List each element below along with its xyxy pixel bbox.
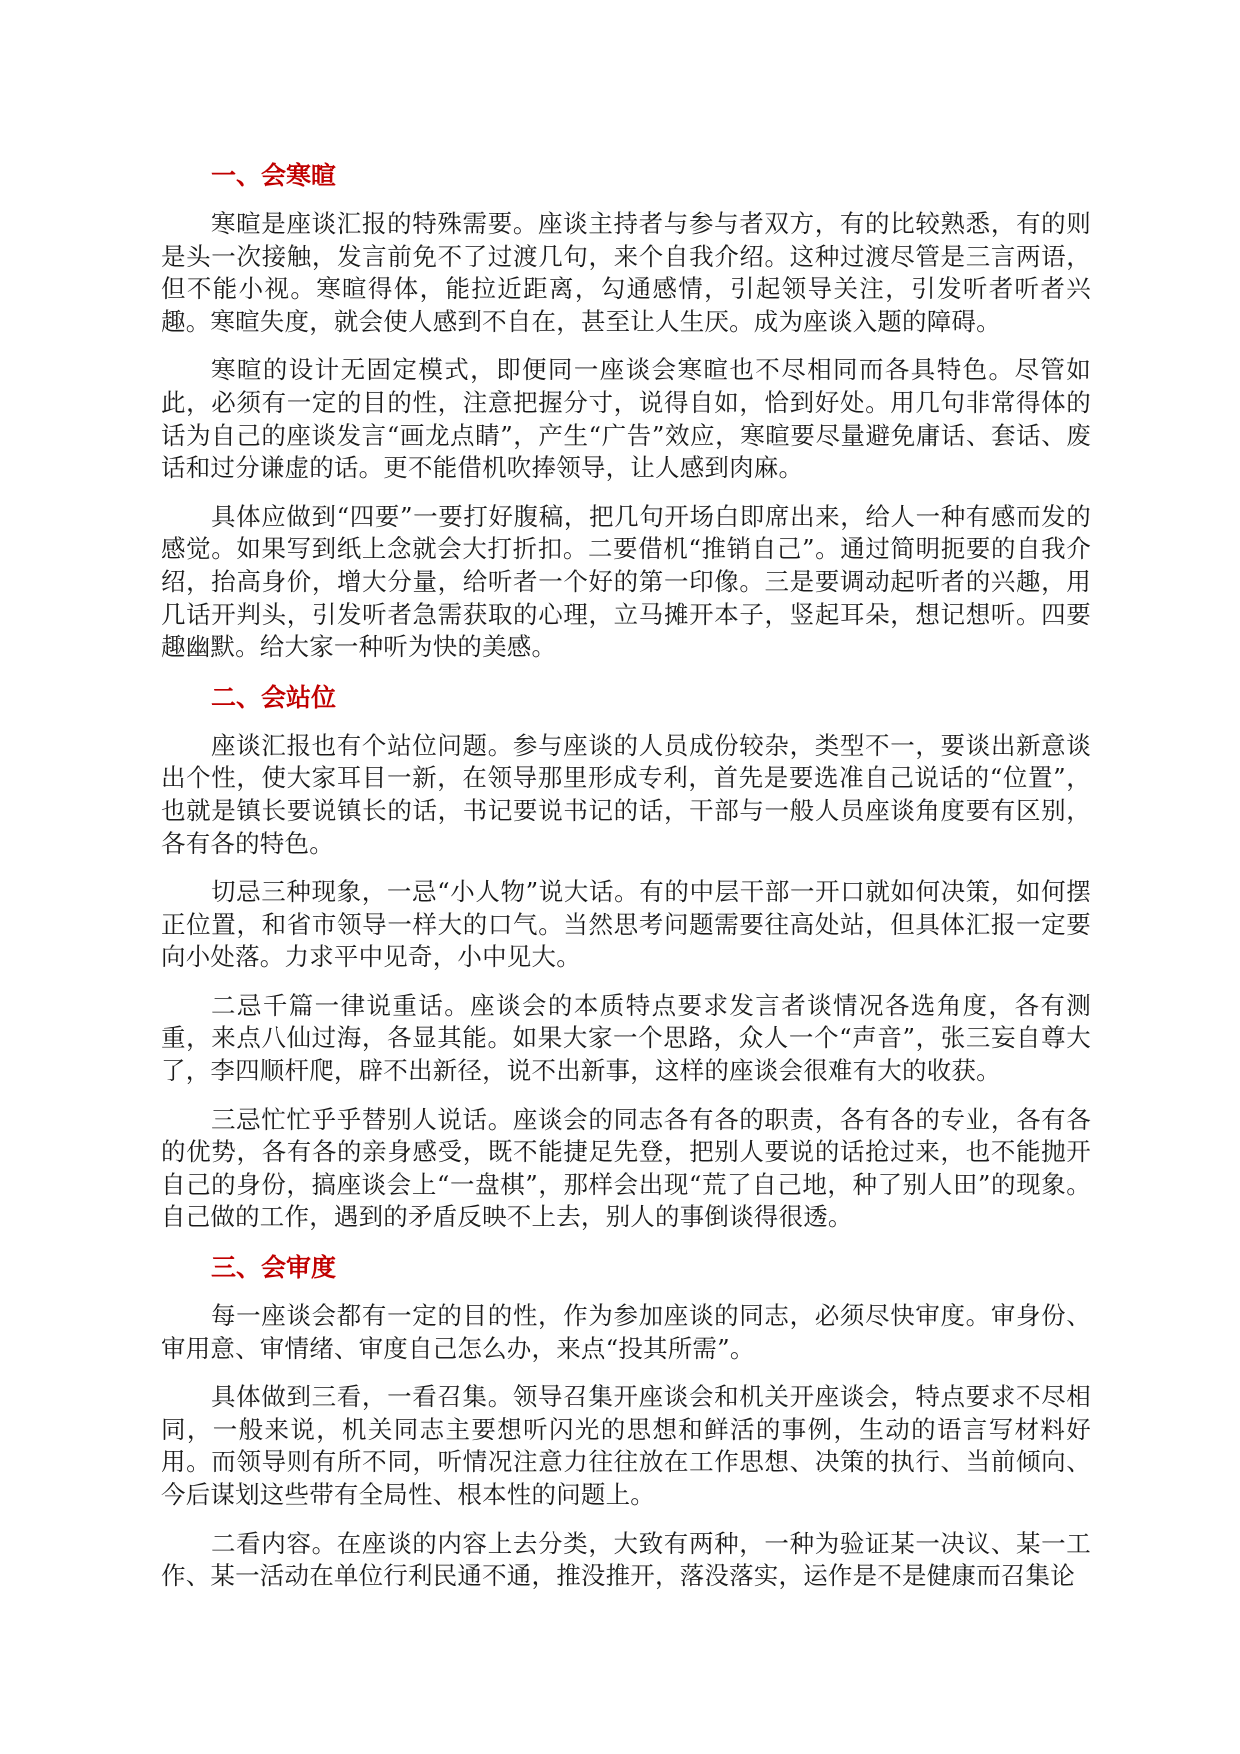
section-heading: 一、会寒暄	[211, 161, 337, 190]
section-position	[161, 680, 1091, 1234]
document-page	[161, 158, 1091, 1609]
section-greeting	[161, 158, 1091, 664]
paragraph: 每一座谈会都有一定的目的性，作为参加座谈的同志，必须尽快审度。审身份、审用意、审情绪、审度自己怎么办，来点“投其所需”。	[161, 1301, 1091, 1363]
paragraph: 具体应做到“四要”一要打好腹稿，把几句开场白即席出来，给人一种有感而发的感觉。如果写到纸上念就会大打折扣。二要借机“推销自己”。通过简明扼要的自我介绍，抬高身价，增大分量，给听者一个好的第一印像。三是要调动起听者的兴趣，用几话开判头，引发听者急需获取的心理，立马摊开本子，竖起耳朵，想记想听。四要趣幽默。给大家一种听为快的美感。	[161, 501, 1091, 662]
paragraph: 座谈汇报也有个站位问题。参与座谈的人员成份较杂，类型不一，要谈出新意谈出个性，使大家耳目一新，在领导那里形成专利，首先是要选准自己说话的“位置”，也就是镇长要说镇长的话，书记要说书记的话，干部与一般人员座谈角度要有区别，各有各的特色。	[161, 730, 1091, 858]
paragraph: 二看内容。在座谈的内容上去分类，大致有两种，一种为验证某一决议、某一工作、某一活动在单位行利民通不通，推没推开，落没落实，运作是不是健康而召集论	[161, 1528, 1091, 1591]
paragraph: 具体做到三看，一看召集。领导召集开座谈会和机关开座谈会，特点要求不尽相同，一般来说，机关同志主要想听闪光的思想和鲜活的事例，生动的语言写材料好用。而领导则有所不同，听情况注意力往往放在工作思想、决策的执行、当前倾向、今后谋划这些带有全局性、根本性的问题上。	[161, 1382, 1091, 1509]
section-assessment	[161, 1250, 1091, 1593]
section-heading: 三、会审度	[211, 1253, 337, 1283]
paragraph: 二忌千篇一律说重话。座谈会的本质特点要求发言者谈情况各选角度，各有测重，来点八仙过海，各显其能。如果大家一个思路，众人一个“声音”，张三妄自尊大了，李四顺杆爬，辟不出新径，说不出新事，这样的座谈会很难有大的收获。	[161, 990, 1091, 1086]
paragraph: 寒暄是座谈汇报的特殊需要。座谈主持者与参与者双方，有的比较熟悉，有的则是头一次接触，发言前免不了过渡几句，来个自我介绍。这种过渡尽管是三言两语，但不能小视。寒暄得体，能拉近距离，勾通感情，引起领导关注，引发听者听者兴趣。寒暄失度，就会使人感到不自在，甚至让人生厌。成为座谈入题的障碍。	[161, 209, 1091, 336]
section-heading: 二、会站位	[211, 682, 337, 712]
paragraph: 切忌三种现象，一忌“小人物”说大话。有的中层干部一开口就如何决策，如何摆正位置，和省市领导一样大的口气。当然思考问题需要往高处站，但具体汇报一定要向小处落。力求平中见奇，小中见大。	[161, 877, 1091, 972]
paragraph: 寒暄的设计无固定模式，即便同一座谈会寒暄也不尽相同而各具特色。尽管如此，必须有一定的目的性，注意把握分寸，说得自如，恰到好处。用几句非常得体的话为自己的座谈发言“画龙点睛”，产生“广告”效应，寒暄要尽量避免庸话、套话、废话和过分谦虚的话。更不能借机吹捧领导，让人感到肉麻。	[161, 355, 1091, 483]
paragraph: 三忌忙忙乎乎替别人说话。座谈会的同志各有各的职责，各有各的专业，各有各的优势，各有各的亲身感受，既不能捷足先登，把别人要说的话抢过来，也不能抛开自己的身份，搞座谈会上“一盘棋”，那样会出现“荒了自己地，种了别人田”的现象。自己做的工作，遇到的矛盾反映不上去，别人的事倒谈得很透。	[161, 1104, 1091, 1232]
